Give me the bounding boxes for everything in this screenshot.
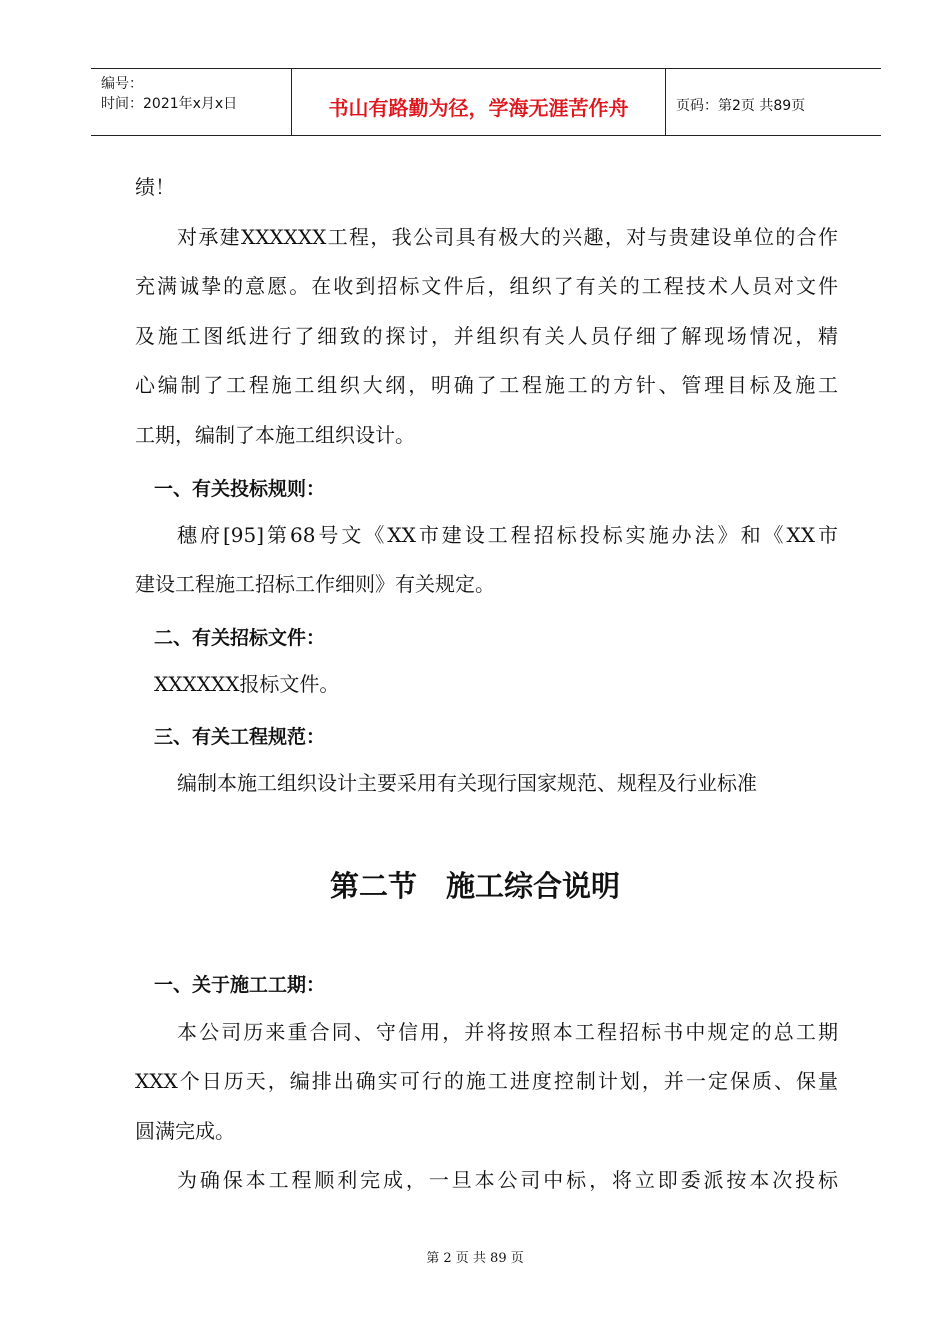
header-slogan-cell: [292, 69, 666, 135]
paragraph-line: 充满诚挚的意愿。在收到招标文件后，组织了有关的工程技术人员对文件: [135, 274, 838, 298]
paragraph-line: 对承建XXXXXX工程，我公司具有极大的兴趣，对与贵建设单位的合作: [177, 225, 838, 249]
paragraph-line: 建设工程施工招标工作细则》有关规定。: [135, 572, 495, 596]
heading-tender-documents: 二、有关招标文件：: [154, 627, 326, 649]
paragraph-fragment: 绩！: [135, 175, 175, 199]
paragraph-line: XXXXXX报标文件。: [154, 672, 340, 696]
page-header: [91, 68, 881, 136]
slogan: 书山有路勤为径，学海无涯苦作舟: [328, 96, 629, 120]
paragraph-line: 心编制了工程施工组织大纲，明确了工程施工的方针、管理目标及施工: [135, 373, 838, 397]
time-label: 时间：2021年x月x日: [101, 96, 238, 112]
paragraph-line: 本公司历来重合同、守信用，并将按照本工程招标书中规定的总工期: [177, 1020, 838, 1044]
section-title: 第二节 施工综合说明: [329, 869, 620, 903]
page-code: 页码：第2页 共89页: [676, 98, 806, 114]
heading-bidding-rules: 一、有关投标规则：: [154, 478, 326, 500]
paragraph-line: 为确保本工程顺利完成，一旦本公司中标，将立即委派按本次投标: [177, 1168, 838, 1192]
paragraph-line: 编制本施工组织设计主要采用有关现行国家规范、规程及行业标准: [177, 771, 757, 795]
header-info-cell: [91, 69, 292, 135]
paragraph-line: 工期，编制了本施工组织设计。: [135, 423, 415, 447]
paragraph-line: 穗府[95]第68号文《XX市建设工程招标投标实施办法》和《XX市: [177, 523, 838, 547]
paragraph-line: XXX个日历天，编排出确实可行的施工进度控制计划，并一定保质、保量: [135, 1069, 838, 1093]
page-footer: 第 2 页 共 89 页: [426, 1251, 524, 1266]
paragraph-line: 及施工图纸进行了细致的探讨，并组织有关人员仔细了解现场情况，精: [135, 324, 838, 348]
heading-construction-period: 一、关于施工工期：: [154, 974, 326, 996]
paragraph-line: 圆满完成。: [135, 1119, 235, 1143]
heading-standards: 三、有关工程规范：: [154, 726, 326, 748]
header-page-cell: [666, 69, 881, 135]
number-label: 编号：: [101, 76, 143, 92]
